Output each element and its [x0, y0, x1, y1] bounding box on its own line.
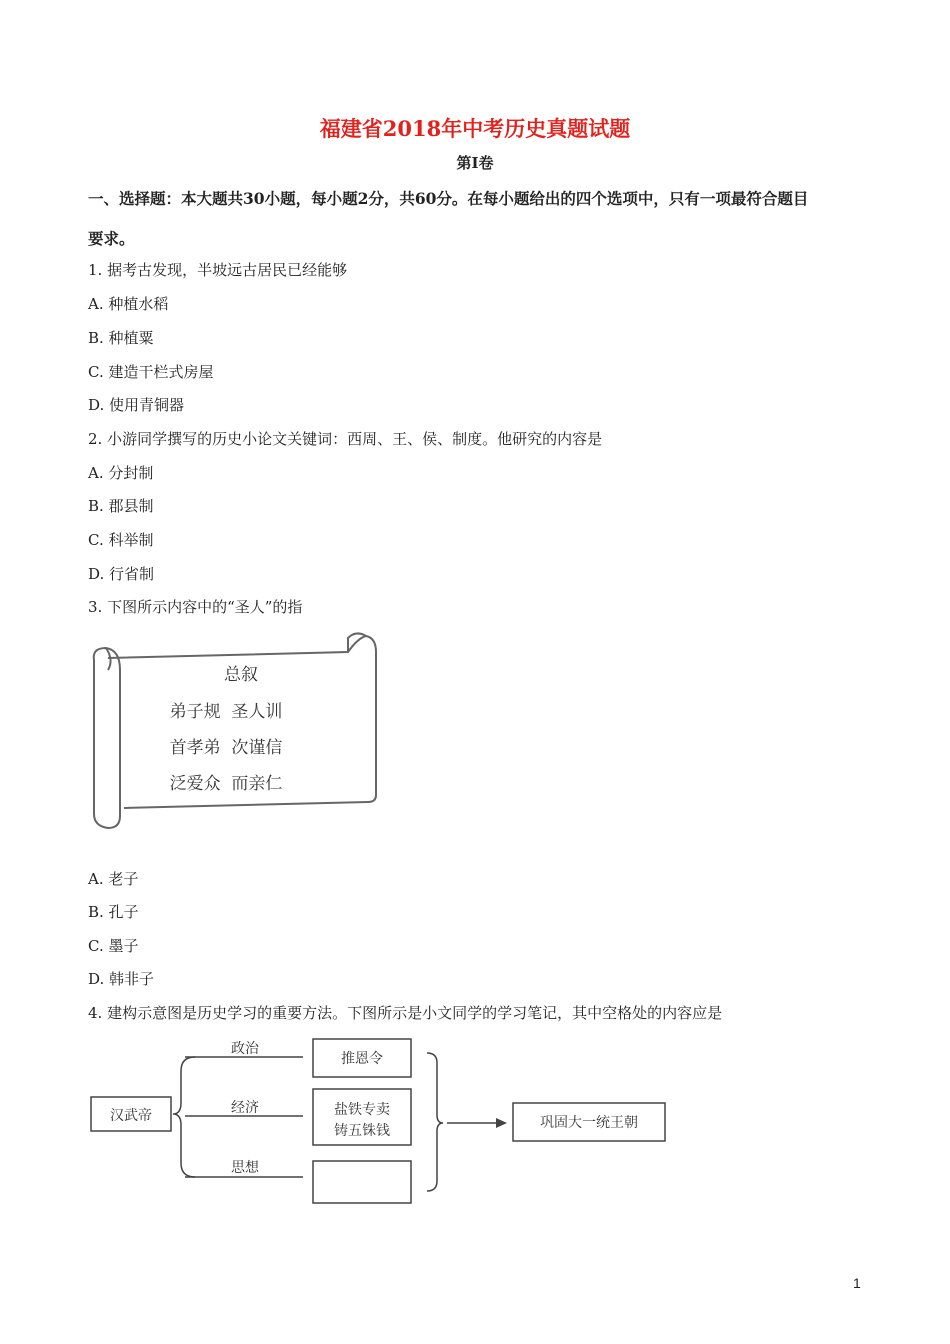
result-label: 巩固大一统王朝 [540, 1115, 638, 1131]
question-2-stem: 2. 小游同学撰写的历史小论文关键词：西周、王、侯、制度。他研究的内容是 [88, 430, 603, 448]
right-brace [427, 1053, 443, 1191]
question-3-stem: 3. 下图所示内容中的“圣人”的指 [88, 598, 303, 616]
scroll-heading: 总叙 [224, 665, 258, 685]
question-1-option-c: C. 建造干栏式房屋 [88, 363, 214, 381]
branch-label-economy: 经济 [231, 1100, 259, 1116]
economy-content-2: 铸五铢钱 [334, 1123, 390, 1139]
section-instructions-cont: 要求。 [88, 229, 135, 248]
concept-map [85, 1035, 675, 1210]
question-3-option-b: B. 孔子 [88, 903, 139, 921]
question-2-option-c: C. 科举制 [88, 531, 154, 549]
question-1-option-b: B. 种植粟 [88, 329, 154, 347]
branch-label-politics: 政治 [231, 1041, 259, 1057]
scroll-line-2: 首孝弟 次谨信 [169, 738, 283, 758]
page-number: 1 [853, 1275, 861, 1291]
economy-content-1: 盐铁专卖 [334, 1102, 390, 1118]
branch-label-thought: 思想 [231, 1160, 259, 1176]
question-3-option-a: A. 老子 [88, 870, 139, 888]
question-3-option-c: C. 墨子 [88, 937, 139, 955]
volume-label: 第I卷 [456, 154, 494, 172]
root-label: 汉武帝 [110, 1108, 152, 1124]
question-4-stem: 4. 建构示意图是历史学习的重要方法。下图所示是小文同学的学习笔记，其中空格处的内容应是 [88, 1004, 723, 1022]
question-2-option-d: D. 行省制 [88, 565, 155, 583]
question-3-option-d: D. 韩非子 [88, 970, 155, 988]
section-instructions: 一、选择题：本大题共30小题，每小题2分，共60分。在每小题给出的四个选项中，只有一项最符合题目 [88, 189, 809, 208]
question-1-stem: 1. 据考古发现，半坡远古居民已经能够 [88, 261, 348, 279]
question-1-option-a: A. 种植水稻 [88, 295, 169, 313]
scroll-left-roll [94, 648, 120, 828]
question-2-option-a: A. 分封制 [88, 464, 154, 482]
scroll-line-1: 弟子规 圣人训 [169, 702, 283, 722]
scroll-figure [86, 630, 381, 835]
question-2-option-b: B. 郡县制 [88, 497, 154, 515]
scroll-line-3: 泛爱众 而亲仁 [169, 774, 283, 794]
page-title: 福建省2018年中考历史真题试题 [319, 116, 631, 141]
left-brace [173, 1057, 195, 1177]
politics-content: 推恩令 [341, 1051, 383, 1067]
arrow-head [496, 1118, 507, 1128]
box-thought-blank [313, 1161, 411, 1203]
question-1-option-d: D. 使用青铜器 [88, 396, 185, 414]
